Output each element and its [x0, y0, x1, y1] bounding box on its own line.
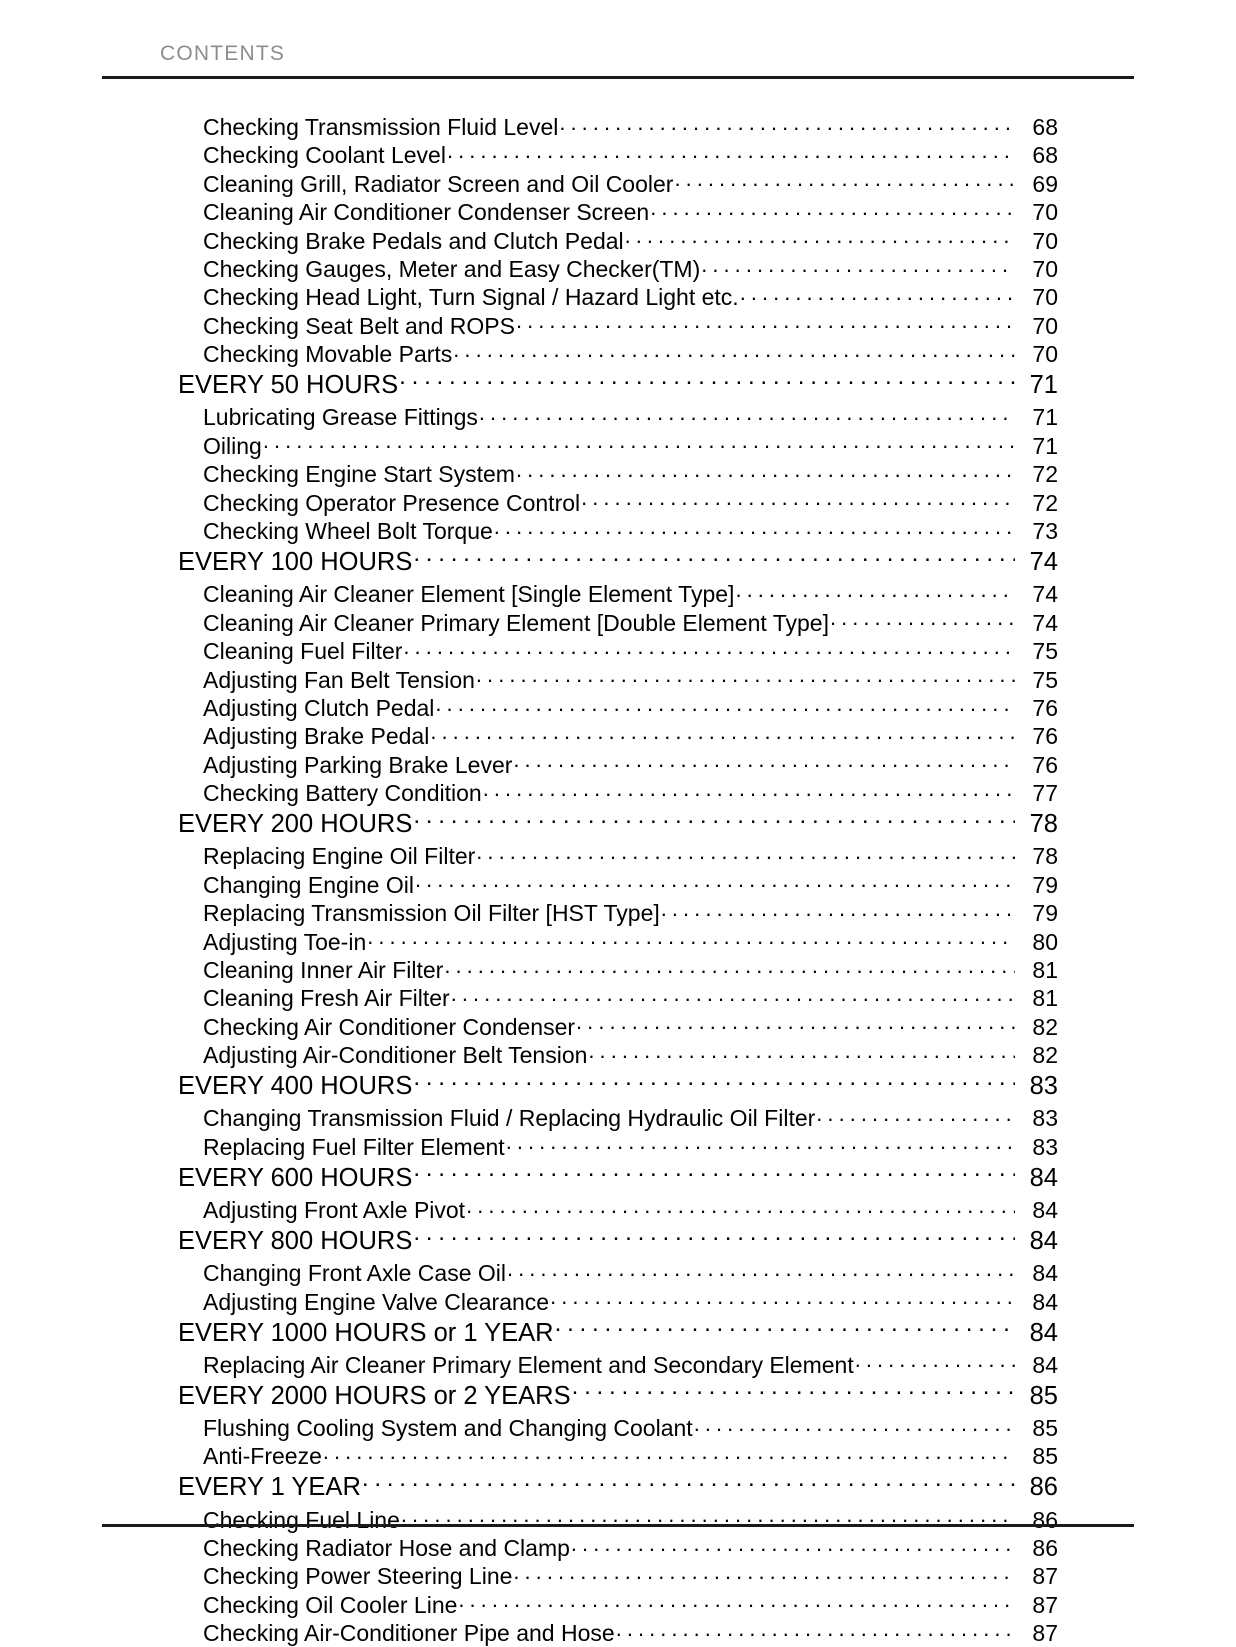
toc-dot-leader: [816, 1103, 1015, 1126]
toc-dot-leader: [494, 516, 1015, 539]
toc-entry-row[interactable]: [0, 1441, 1236, 1469]
toc-page-number: 87: [1032, 1591, 1058, 1618]
toc-section-row[interactable]: [0, 1223, 1236, 1258]
toc-section-row[interactable]: [0, 1315, 1236, 1350]
toc-entry-title: Adjusting Air-Conditioner Belt Tension: [203, 1043, 588, 1069]
toc-entry-row[interactable]: [0, 488, 1236, 516]
toc-page-number: 70: [1032, 227, 1058, 254]
toc-entry-row[interactable]: [0, 1012, 1236, 1040]
toc-entry-row[interactable]: [0, 1258, 1236, 1286]
toc-entry-title: EVERY 100 HOURS: [178, 547, 413, 576]
toc-section-row[interactable]: [0, 544, 1236, 579]
toc-entry-title: Checking Coolant Level: [203, 143, 446, 169]
toc-dot-leader: [413, 544, 1015, 570]
toc-entry-title: Adjusting Toe-in: [203, 929, 367, 955]
toc-entry-row[interactable]: [0, 636, 1236, 664]
toc-page-number: 87: [1032, 1563, 1058, 1590]
toc-dot-leader: [572, 1378, 1015, 1404]
toc-entry-row[interactable]: [0, 1103, 1236, 1131]
toc-entry-title: Checking Fuel Line: [203, 1507, 400, 1533]
toc-entry-title: Cleaning Grill, Radiator Screen and Oil Cooler: [203, 171, 674, 197]
toc-page-number: 72: [1032, 489, 1058, 516]
toc-entry-title: Checking Movable Parts: [203, 342, 453, 368]
toc-dot-leader: [451, 983, 1015, 1006]
toc-dot-leader: [476, 665, 1015, 688]
toc-page-number: 76: [1032, 723, 1058, 750]
toc-dot-leader: [323, 1441, 1015, 1464]
toc-entry-title: Adjusting Fan Belt Tension: [203, 667, 475, 693]
toc-page-number: 74: [1032, 609, 1058, 636]
toc-page-number: 83: [1032, 1105, 1058, 1132]
toc-page-number: 84: [1032, 1288, 1058, 1315]
toc-entry-title: Cleaning Air Conditioner Condenser Screen: [203, 200, 650, 226]
toc-page-number: 84: [1029, 1318, 1058, 1347]
toc-entry-row[interactable]: [0, 927, 1236, 955]
toc-page-number: 87: [1032, 1620, 1058, 1647]
toc-dot-leader: [413, 807, 1015, 833]
toc-dot-leader: [701, 254, 1015, 277]
toc-page-number: 86: [1032, 1535, 1058, 1562]
toc-page-number: 84: [1032, 1196, 1058, 1223]
toc-entry-row[interactable]: [0, 1533, 1236, 1561]
toc-entry-title: Adjusting Brake Pedal: [203, 724, 430, 750]
toc-entry-title: Checking Operator Presence Control: [203, 490, 581, 516]
toc-dot-leader: [447, 140, 1015, 163]
toc-entry-title: Replacing Transmission Oil Filter [HST Type]: [203, 901, 660, 927]
toc-entry-row[interactable]: [0, 1132, 1236, 1160]
toc-entry-row[interactable]: [0, 1287, 1236, 1315]
toc-dot-leader: [559, 112, 1015, 135]
toc-entry-row[interactable]: [0, 1505, 1236, 1533]
toc-entry-row[interactable]: [0, 112, 1236, 140]
toc-page-number: 83: [1029, 1072, 1058, 1101]
toc-page-number: 81: [1032, 956, 1058, 983]
toc-page-number: 84: [1029, 1163, 1058, 1192]
toc-dot-leader: [625, 226, 1015, 249]
toc-page-number: 73: [1032, 518, 1058, 545]
toc-section-row[interactable]: [0, 368, 1236, 403]
toc-dot-leader: [415, 870, 1015, 893]
toc-entry-row[interactable]: [0, 226, 1236, 254]
toc-entry-title: Replacing Air Cleaner Primary Element and Secondary Element: [203, 1352, 854, 1378]
toc-entry-row[interactable]: [0, 898, 1236, 926]
toc-entry-row[interactable]: [0, 311, 1236, 339]
toc-dot-leader: [516, 311, 1015, 334]
toc-entry-title: Cleaning Air Cleaner Element [Single Element Type]: [203, 582, 735, 608]
toc-page-number: 83: [1032, 1133, 1058, 1160]
toc-entry-title: EVERY 800 HOURS: [178, 1226, 413, 1255]
toc-dot-leader: [458, 1590, 1015, 1613]
toc-page-number: 86: [1032, 1506, 1058, 1533]
toc-entry-title: Checking Head Light, Turn Signal / Hazard Light etc.: [203, 285, 739, 311]
toc-dot-leader: [413, 1069, 1015, 1095]
toc-section-row[interactable]: [0, 1378, 1236, 1413]
toc-entry-title: Adjusting Front Axle Pivot: [203, 1197, 466, 1223]
toc-page-number: 84: [1032, 1260, 1058, 1287]
toc-page-number: 70: [1032, 312, 1058, 339]
toc-page-number: 81: [1032, 985, 1058, 1012]
toc-dot-leader: [507, 1258, 1015, 1281]
toc-entry-title: Cleaning Fresh Air Filter: [203, 986, 450, 1012]
toc-page-number: 79: [1032, 871, 1058, 898]
toc-entry-row[interactable]: [0, 1618, 1236, 1646]
toc-section-row[interactable]: [0, 1160, 1236, 1195]
toc-dot-leader: [399, 368, 1015, 394]
toc-dot-leader: [476, 841, 1015, 864]
toc-entry-row[interactable]: [0, 402, 1236, 430]
toc-page-number: 85: [1029, 1381, 1058, 1410]
toc-page-number: 86: [1029, 1473, 1058, 1502]
toc-page-number: 78: [1032, 843, 1058, 870]
toc-entry-title: Checking Wheel Bolt Torque: [203, 519, 493, 545]
toc-dot-leader: [403, 636, 1015, 659]
toc-page-number: 74: [1029, 547, 1058, 576]
toc-entry-row[interactable]: [0, 254, 1236, 282]
toc-page-number: 70: [1032, 341, 1058, 368]
toc-entry-title: Oiling: [203, 433, 262, 459]
toc-entry-title: Checking Air Conditioner Condenser: [203, 1014, 576, 1040]
toc-entry-row[interactable]: [0, 665, 1236, 693]
toc-entry-row[interactable]: [0, 1413, 1236, 1441]
toc-entry-title: Checking Radiator Hose and Clamp: [203, 1536, 570, 1562]
toc-entry-title: Changing Transmission Fluid / Replacing Hydraulic Oil Filter: [203, 1106, 816, 1132]
toc-entry-title: Replacing Fuel Filter Element: [203, 1134, 505, 1160]
toc-entry-title: EVERY 2000 HOURS or 2 YEARS: [178, 1381, 571, 1410]
toc-page-number: 82: [1032, 1042, 1058, 1069]
toc-dot-leader: [413, 1223, 1015, 1249]
toc-entry-title: EVERY 200 HOURS: [178, 810, 413, 839]
toc-entry-title: Changing Front Axle Case Oil: [203, 1261, 506, 1287]
toc-entry-title: EVERY 1000 HOURS or 1 YEAR: [178, 1318, 554, 1347]
toc-page-number: 70: [1032, 284, 1058, 311]
toc-entry-row[interactable]: [0, 1561, 1236, 1589]
toc-page-number: 84: [1029, 1226, 1058, 1255]
toc-section-row[interactable]: [0, 1069, 1236, 1104]
toc-entry-row[interactable]: [0, 169, 1236, 197]
toc-entry-row[interactable]: [0, 841, 1236, 869]
toc-entry-title: Checking Battery Condition: [203, 781, 482, 807]
table-of-contents-list: [0, 112, 1236, 1647]
toc-page-number: 84: [1032, 1351, 1058, 1378]
toc-entry-title: Checking Air-Conditioner Pipe and Hose: [203, 1621, 615, 1647]
toc-entry-row[interactable]: [0, 282, 1236, 310]
toc-entry-title: Checking Power Steering Line: [203, 1564, 513, 1590]
toc-dot-leader: [430, 721, 1015, 744]
toc-dot-leader: [362, 1470, 1015, 1496]
header-divider-rule: [102, 76, 1134, 79]
toc-dot-leader: [674, 169, 1015, 192]
toc-entry-title: Checking Engine Start System: [203, 462, 515, 488]
toc-page-number: 79: [1032, 900, 1058, 927]
toc-entry-title: Cleaning Fuel Filter: [203, 639, 403, 665]
toc-page-number: 80: [1032, 928, 1058, 955]
toc-entry-row[interactable]: [0, 778, 1236, 806]
toc-entry-title: EVERY 1 YEAR: [178, 1473, 361, 1502]
toc-entry-title: Cleaning Air Cleaner Primary Element [Double Element Type]: [203, 610, 829, 636]
toc-entry-row[interactable]: [0, 1040, 1236, 1068]
toc-dot-leader: [413, 1160, 1015, 1186]
toc-page-number: 68: [1032, 114, 1058, 140]
toc-entry-row[interactable]: [0, 983, 1236, 1011]
toc-page-number: 74: [1032, 581, 1058, 608]
toc-dot-leader: [571, 1533, 1015, 1556]
toc-entry-row[interactable]: [0, 1350, 1236, 1378]
toc-dot-leader: [444, 955, 1015, 978]
toc-dot-leader: [550, 1287, 1015, 1310]
toc-dot-leader: [581, 488, 1015, 511]
toc-dot-leader: [650, 197, 1015, 220]
toc-entry-row[interactable]: [0, 693, 1236, 721]
toc-entry-row[interactable]: [0, 339, 1236, 367]
toc-entry-row[interactable]: [0, 955, 1236, 983]
toc-dot-leader: [616, 1618, 1015, 1641]
toc-entry-title: EVERY 600 HOURS: [178, 1163, 413, 1192]
toc-dot-leader: [855, 1350, 1015, 1373]
toc-entry-title: Adjusting Engine Valve Clearance: [203, 1289, 550, 1315]
toc-entry-title: Checking Transmission Fluid Level: [203, 115, 559, 140]
toc-entry-title: Checking Oil Cooler Line: [203, 1592, 458, 1618]
toc-entry-title: Checking Seat Belt and ROPS: [203, 313, 515, 339]
toc-entry-row[interactable]: [0, 870, 1236, 898]
toc-entry-row[interactable]: [0, 579, 1236, 607]
toc-entry-row[interactable]: [0, 1590, 1236, 1618]
toc-entry-row[interactable]: [0, 140, 1236, 168]
toc-section-row[interactable]: [0, 807, 1236, 842]
toc-page-number: 71: [1032, 432, 1058, 459]
toc-dot-leader: [555, 1315, 1015, 1341]
toc-entry-title: Cleaning Inner Air Filter: [203, 957, 444, 983]
toc-page-number: 75: [1032, 666, 1058, 693]
toc-page-number: 85: [1032, 1443, 1058, 1470]
toc-entry-title: Adjusting Clutch Pedal: [203, 695, 435, 721]
toc-page-number: 76: [1032, 694, 1058, 721]
toc-entry-title: Flushing Cooling System and Changing Coolant: [203, 1416, 693, 1441]
toc-dot-leader: [513, 750, 1015, 773]
toc-entry-row[interactable]: [0, 459, 1236, 487]
toc-page-number: 72: [1032, 461, 1058, 488]
toc-dot-leader: [453, 339, 1015, 362]
toc-page-number: 70: [1032, 199, 1058, 226]
toc-section-row[interactable]: [0, 1470, 1236, 1505]
toc-page-number: 78: [1029, 810, 1058, 839]
toc-entry-row[interactable]: [0, 431, 1236, 459]
toc-page-number: 75: [1032, 638, 1058, 665]
toc-dot-leader: [483, 778, 1015, 801]
toc-dot-leader: [479, 402, 1015, 425]
toc-page-number: 69: [1032, 170, 1058, 197]
toc-entry-title: EVERY 400 HOURS: [178, 1072, 413, 1101]
toc-dot-leader: [576, 1012, 1015, 1035]
toc-entry-row[interactable]: [0, 197, 1236, 225]
toc-page-number: 85: [1032, 1415, 1058, 1441]
toc-page-number: 70: [1032, 256, 1058, 283]
toc-dot-leader: [694, 1413, 1015, 1436]
toc-dot-leader: [506, 1132, 1015, 1155]
toc-page-number: 77: [1032, 780, 1058, 807]
toc-page-number: 71: [1029, 371, 1058, 400]
toc-entry-title: Replacing Engine Oil Filter: [203, 844, 476, 870]
toc-dot-leader: [740, 282, 1015, 305]
toc-entry-row[interactable]: [0, 1195, 1236, 1223]
toc-dot-leader: [435, 693, 1015, 716]
toc-dot-leader: [735, 579, 1015, 602]
toc-entry-title: Checking Gauges, Meter and Easy Checker(TM): [203, 257, 701, 283]
toc-entry-title: Checking Brake Pedals and Clutch Pedal: [203, 228, 624, 254]
toc-entry-title: Anti-Freeze: [203, 1444, 322, 1470]
toc-entry-row[interactable]: [0, 750, 1236, 778]
toc-entry-title: Adjusting Parking Brake Lever: [203, 752, 513, 778]
toc-dot-leader: [588, 1040, 1015, 1063]
toc-dot-leader: [513, 1561, 1015, 1584]
toc-dot-leader: [830, 608, 1015, 631]
toc-dot-leader: [367, 927, 1015, 950]
toc-page-number: 68: [1032, 142, 1058, 169]
toc-dot-leader: [661, 898, 1015, 921]
toc-page-number: 71: [1032, 404, 1058, 431]
page-header-label: CONTENTS: [160, 42, 286, 65]
toc-page-number: 82: [1032, 1013, 1058, 1040]
toc-entry-title: EVERY 50 HOURS: [178, 371, 399, 400]
toc-entry-title: Changing Engine Oil: [203, 872, 414, 898]
toc-entry-row[interactable]: [0, 516, 1236, 544]
footer-divider-rule: [102, 1524, 1134, 1527]
toc-dot-leader: [263, 431, 1015, 454]
toc-entry-row[interactable]: [0, 608, 1236, 636]
toc-dot-leader: [516, 459, 1015, 482]
toc-entry-title: Lubricating Grease Fittings: [203, 405, 478, 431]
toc-entry-row[interactable]: [0, 721, 1236, 749]
toc-dot-leader: [466, 1195, 1015, 1218]
toc-page-number: 76: [1032, 751, 1058, 778]
